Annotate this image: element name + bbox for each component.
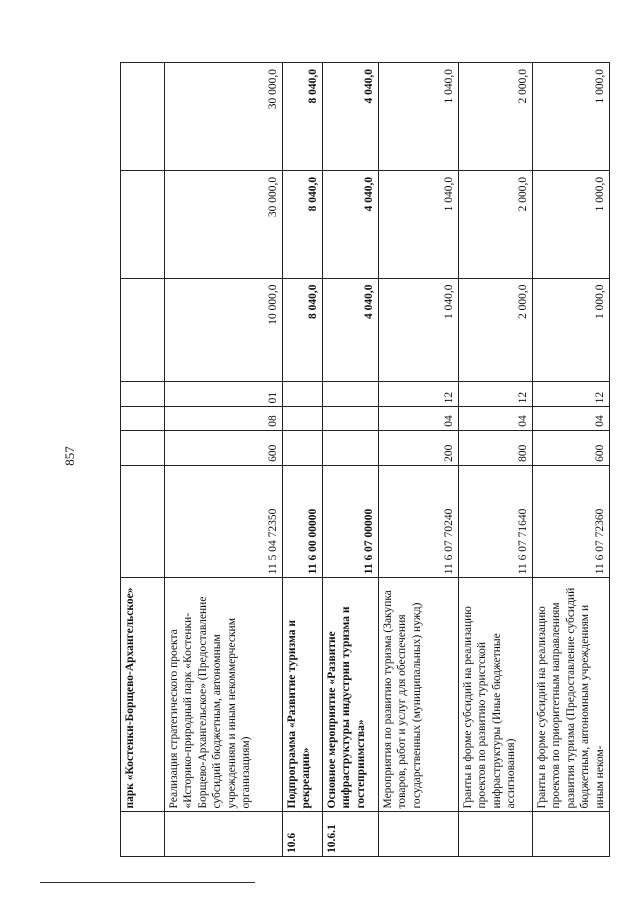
budget-table-rotated xyxy=(120,62,605,857)
amount-year-1: 8 040,0 xyxy=(283,278,323,381)
table-row xyxy=(379,63,459,857)
amount-year-2: 1 040,0 xyxy=(379,170,459,278)
section-code: 04 xyxy=(459,407,533,430)
target-article-code: 11 6 07 00000 xyxy=(323,465,379,577)
subsection-code xyxy=(283,381,323,407)
item-name: Основное мероприятие «Развитие инфраструктуры индустрии туризма и гостеприимства» xyxy=(323,578,379,812)
item-name: Мероприятия по развитию туризма (Закупка товаров, работ и услуг для обеспечения государственных (муниципальных) нужд) xyxy=(379,578,459,812)
amount-year-1: 4 040,0 xyxy=(323,278,379,381)
expense-type-code: 600 xyxy=(165,430,283,465)
target-article-code: 11 6 07 70240 xyxy=(379,465,459,577)
target-article-code: 11 5 04 72350 xyxy=(165,465,283,577)
target-article-code: 11 6 07 71640 xyxy=(459,465,533,577)
amount-year-2 xyxy=(121,170,165,278)
table-row xyxy=(165,63,283,857)
table-row xyxy=(533,63,610,857)
amount-year-2: 2 000,0 xyxy=(459,170,533,278)
amount-year-1: 1 000,0 xyxy=(533,278,610,381)
subsection-code xyxy=(323,381,379,407)
table-row xyxy=(121,63,165,857)
target-article-code: 11 6 07 72360 xyxy=(533,465,610,577)
row-number: 10.6 xyxy=(283,812,323,857)
expense-type-code xyxy=(283,430,323,465)
amount-year-2: 1 000,0 xyxy=(533,170,610,278)
expense-type-code xyxy=(121,430,165,465)
section-code xyxy=(121,407,165,430)
item-name: парк «Костенки-Борщево-Архангельское» xyxy=(121,578,165,812)
page-number: 857 xyxy=(62,446,77,466)
expense-type-code xyxy=(323,430,379,465)
subsection-code xyxy=(121,381,165,407)
expense-type-code: 200 xyxy=(379,430,459,465)
subsection-code: 12 xyxy=(533,381,610,407)
amount-year-3: 30 000,0 xyxy=(165,63,283,171)
row-number: 10.6.1 xyxy=(323,812,379,857)
amount-year-1: 10 000,0 xyxy=(165,278,283,381)
section-code: 08 xyxy=(165,407,283,430)
amount-year-2: 30 000,0 xyxy=(165,170,283,278)
row-number xyxy=(165,812,283,857)
item-name: Реализация стратегического проекта «Историко-природный парк «Костенки-Борщево-Архангельское» (Предоставление субсидий бюджетным, автономным учреждениям и иным некоммерческим организациям) xyxy=(165,578,283,812)
row-number xyxy=(533,812,610,857)
item-name: Подпрограмма «Развитие туризма и рекреации» xyxy=(283,578,323,812)
amount-year-3: 1 000,0 xyxy=(533,63,610,171)
amount-year-3: 8 040,0 xyxy=(283,63,323,171)
table-row xyxy=(459,63,533,857)
table-row xyxy=(323,63,379,857)
section-code xyxy=(283,407,323,430)
row-number xyxy=(459,812,533,857)
footnote-divider xyxy=(40,882,255,883)
section-code: 04 xyxy=(379,407,459,430)
section-code xyxy=(323,407,379,430)
amount-year-3: 1 040,0 xyxy=(379,63,459,171)
amount-year-2: 8 040,0 xyxy=(283,170,323,278)
section-code: 04 xyxy=(533,407,610,430)
item-name: Гранты в форме субсидий на реализацию проектов по развитию туристской инфраструктуры (Иные бюджетные ассигнования) xyxy=(459,578,533,812)
amount-year-3 xyxy=(121,63,165,171)
expense-type-code: 800 xyxy=(459,430,533,465)
subsection-code: 01 xyxy=(165,381,283,407)
row-number xyxy=(121,812,165,857)
subsection-code: 12 xyxy=(379,381,459,407)
amount-year-3: 4 040,0 xyxy=(323,63,379,171)
amount-year-1 xyxy=(121,278,165,381)
target-article-code: 11 6 00 00000 xyxy=(283,465,323,577)
amount-year-3: 2 000,0 xyxy=(459,63,533,171)
row-number xyxy=(379,812,459,857)
amount-year-1: 1 040,0 xyxy=(379,278,459,381)
budget-table xyxy=(120,62,610,857)
table-row xyxy=(283,63,323,857)
target-article-code xyxy=(121,465,165,577)
amount-year-2: 4 040,0 xyxy=(323,170,379,278)
expense-type-code: 600 xyxy=(533,430,610,465)
amount-year-1: 2 000,0 xyxy=(459,278,533,381)
item-name: Гранты в форме субсидий на реализацию проектов по приоритетным направлениям развития туризма (Предоставление субсидий бюджетным, автономным учреждениям и иным неком- xyxy=(533,578,610,812)
subsection-code: 12 xyxy=(459,381,533,407)
